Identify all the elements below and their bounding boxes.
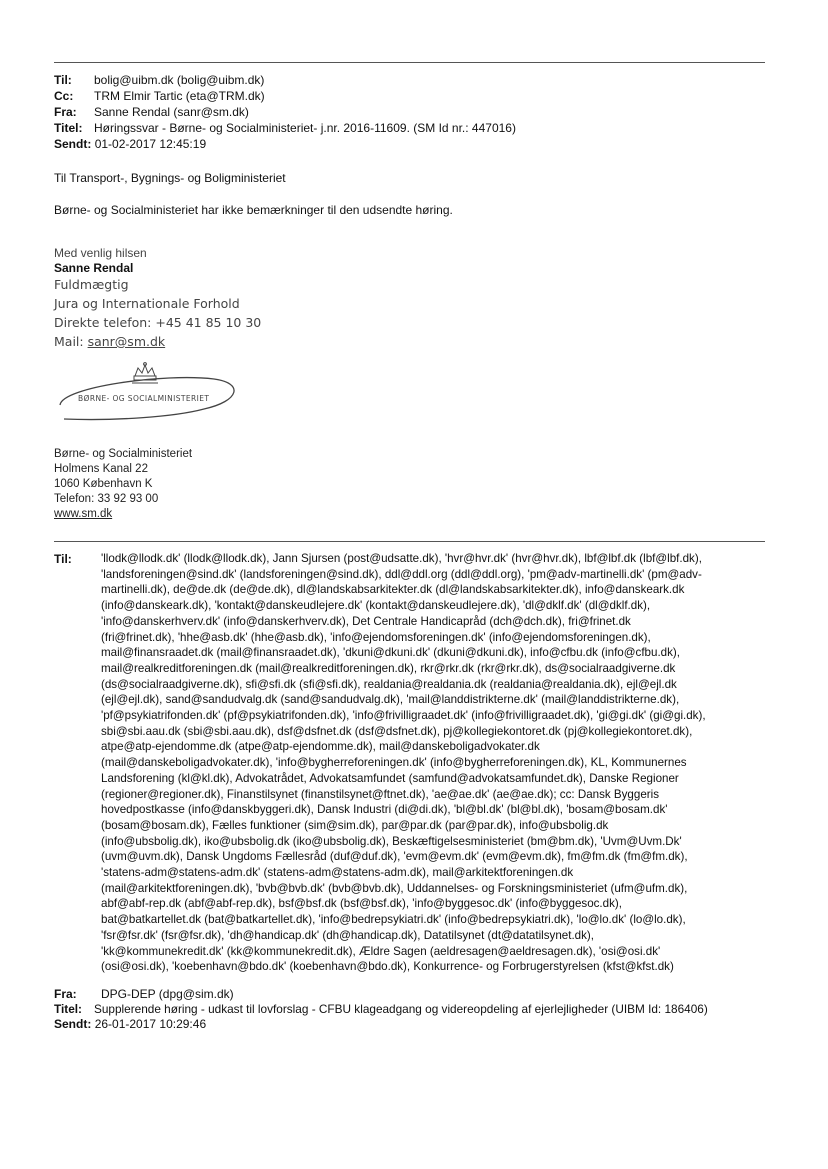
mail-label: Mail: — [54, 334, 88, 349]
recipient-line: 'kk@kommunekredit.dk' (kk@kommunekredit.dk), Ældre Sagen (aeldresagen@aeldresagen.dk), 'osi@osi.dk' — [101, 944, 661, 958]
recipient-line: Landsforening (kl@kl.dk), Advokatrådet, Advokatsamfundet (samfund@advokatsamfundet.dk), Danske Regioner — [101, 771, 679, 785]
recipient-line: bat@batkartellet.dk (bat@batkartellet.dk), 'info@bedrepsykiatri.dk' (info@bedrepsykiatri.dk), 'lo@lo.dk' (lo@lo.dk), — [101, 913, 686, 927]
email2-subject-row — [54, 1002, 708, 1017]
subject-value: Høringssvar - Børne- og Socialministeriet- j.nr. 2016-11609. (SM Id nr.: 447016) — [94, 121, 516, 135]
ministry-logo — [54, 361, 244, 431]
email2-from-label: Fra: — [54, 987, 77, 1001]
salutation: Til Transport-, Bygnings- og Boligministeriet — [54, 171, 286, 185]
recipient-line: hovedpostkasse (info@danskbyggeri.dk), Dansk Industri (di@di.dk), 'bl@bl.dk' (bl@bl.dk), 'bosam@bosam.dk' — [101, 803, 668, 817]
recipient-line: 'llodk@llodk.dk' (llodk@llodk.dk), Jann Sjursen (post@udsatte.dk), 'hvr@hvr.dk' (hvr@hvr.dk), lbf@lbf.dk (lbf@lbf.dk), — [101, 552, 702, 565]
recipient-line: abf@abf-rep.dk (abf@abf-rep.dk), bsf@bsf.dk (bsf@bsf.dk), 'info@byggesoc.dk' (info@byggesoc.dk), — [101, 897, 622, 911]
address-web-link[interactable]: www.sm.dk — [54, 508, 113, 520]
to-label: Til: — [54, 73, 72, 87]
email2-from-value: DPG-DEP (dpg@sim.dk) — [101, 987, 234, 1001]
recipient-line: (info@ubsbolig.dk), iko@ubsbolig.dk (iko@ubsbolig.dk), Beskæftigelsesministeriet (bm@bm.dk), 'Uvm@Uvm.Dk' — [101, 834, 682, 848]
recipient-line: (ejl@ejl.dk), sand@sandudvalg.dk (sand@sandudvalg.dk), 'mail@landdistrikterne.dk' (mail@landdistrikterne.dk), — [101, 693, 680, 707]
recipient-line: (bosam@bosam.dk), Fælles funktioner (sim@sim.dk), par@par.dk (par@par.dk), info@ubsbolig.dk — [101, 818, 609, 832]
body-text: Børne- og Socialministeriet har ikke bemærkninger til den udsendte høring. — [54, 203, 453, 217]
from-value: Sanne Rendal (sanr@sm.dk) — [94, 105, 249, 119]
email2-from-row — [54, 987, 234, 1002]
logo-text: BØRNE- OG SOCIALMINISTERIET — [78, 394, 210, 403]
recipient-line: (fri@frinet.dk), 'hhe@asb.dk' (hhe@asb.dk), 'info@ejendomsforeningen.dk' (info@ejendomsforeningen.dk), — [101, 630, 651, 644]
address-city: 1060 København K — [54, 478, 153, 490]
address-street: Holmens Kanal 22 — [54, 463, 148, 475]
recipient-line: (mail@arkitektforeningen.dk), 'bvb@bvb.dk' (bvb@bvb.dk), Uddannelses- og Forskningsministeriet (ufm@ufm.dk), — [101, 881, 688, 895]
cc-value: TRM Elmir Tartic (eta@TRM.dk) — [94, 89, 265, 103]
email1-to-row — [54, 72, 264, 88]
email2-to-label: Til: — [54, 552, 72, 566]
signer-mail-row — [54, 332, 165, 351]
recipient-line: (regioner@regioner.dk), Finanstilsynet (finanstilsynet@ftnet.dk), 'ae@ae.dk' (ae@ae.dk); cc: Dansk Byggeris — [101, 787, 660, 801]
recipient-line: (info@danskeark.dk), 'kontakt@danskeudlejere.dk' (kontakt@danskeudlejere.dk), 'dl@dklf.dk' (dl@dklf.dk), — [101, 599, 651, 613]
recipient-line: martinelli.dk), de@de.dk (de@de.dk), dl@landskabsarkitekter.dk (dl@landskabsarkitekter.dk), info@danskeark.dk — [101, 583, 685, 597]
closing: Med venlig hilsen — [54, 246, 147, 260]
top-divider — [54, 62, 765, 63]
recipient-line: 'info@danskerhverv.dk' (info@danskerhverv.dk), Det Centrale Handicapråd (dch@dch.dk), fri@frinet.dk — [101, 614, 631, 628]
signer-name: Sanne Rendal — [54, 261, 134, 275]
recipient-line: (ds@socialraadgiverne.dk), sfi@sfi.dk (sfi@sfi.dk), realdania@realdania.dk (realdania@realdania.dk), ejl@ejl.dk — [101, 677, 677, 691]
recipient-line: (osi@osi.dk), 'koebenhavn@bdo.dk' (koebenhavn@bdo.dk), Konkurrence- og Forbrugerstyrelsen (kfst@kfst.dk) — [101, 960, 674, 974]
recipient-line: mail@finansraadet.dk (mail@finansraadet.dk), 'dkuni@dkuni.dk' (dkuni@dkuni.dk), info@cfbu.dk (info@cfbu.dk), — [101, 646, 680, 660]
recipient-line: (uvm@uvm.dk), Dansk Ungdoms Fællesråd (duf@duf.dk), 'evm@evm.dk' (evm@evm.dk), fm@fm.dk (fm@fm.dk), — [101, 850, 688, 864]
recipient-line: 'fsr@fsr.dk' (fsr@fsr.dk), 'dh@handicap.dk' (dh@handicap.dk), Datatilsynet (dt@datatilsynet.dk), — [101, 928, 594, 942]
email2-sent-row — [54, 1017, 206, 1032]
recipient-line: atpe@atp-ejendomme.dk (atpe@atp-ejendomme.dk), mail@danskeboligadvokater.dk — [101, 740, 540, 754]
email2-subject-label: Titel: — [54, 1002, 82, 1016]
subject-label: Titel: — [54, 121, 83, 135]
email2-sent-label: Sendt: — [54, 1017, 92, 1031]
recipient-line: 'landsforeningen@sind.dk' (landsforeningen@sind.dk), ddl@ddl.org (ddl@ddl.org), 'pm@adv-martinelli.dk' (pm@adv- — [101, 567, 702, 581]
email2-subject-value: Supplerende høring - udkast til lovforslag - CFBU klageadgang og videreopdeling af ejerlejligheder (UIBM Id: 186406) — [94, 1002, 708, 1016]
recipient-line: sbi@sbi.aau.dk (sbi@sbi.aau.dk), dsf@dsfnet.dk (dsf@dsfnet.dk), pj@kollegiekontoret.dk (pj@kollegiekontoret.dk), — [101, 724, 693, 738]
address-phone: Telefon: 33 92 93 00 — [54, 493, 159, 505]
email2-sent-value: 26-01-2017 10:29:46 — [94, 1017, 207, 1031]
to-value: bolig@uibm.dk (bolig@uibm.dk) — [94, 73, 265, 87]
from-label: Fra: — [54, 105, 77, 119]
email1-subject-row — [54, 120, 516, 136]
email1-sent-row — [54, 136, 206, 152]
recipient-line: 'pf@psykiatrifonden.dk' (pf@psykiatrifonden.dk), 'info@frivilligraadet.dk' (info@frivilligraadet.dk), 'gi@gi.dk' (gi@gi.dk), — [101, 709, 706, 723]
signer-title: Fuldmægtig — [54, 277, 129, 292]
mail-link[interactable]: sanr@sm.dk — [87, 334, 166, 349]
recipient-line: (mail@danskeboligadvokater.dk), 'info@bygherreforeningen.dk' (info@bygherreforeningen.dk), KL, Kommunernes — [101, 756, 687, 770]
email1-cc-row — [54, 88, 265, 104]
recipient-line: mail@realkreditforeningen.dk (mail@realkreditforeningen.dk), rkr@rkr.dk (rkr@rkr.dk), ds@socialraadgiverne.dk — [101, 661, 676, 675]
cc-label: Cc: — [54, 89, 74, 103]
signer-phone: Direkte telefon: +45 41 85 10 30 — [54, 315, 262, 330]
middle-divider — [54, 541, 765, 542]
sent-label: Sendt: — [54, 137, 92, 151]
email2-recipients — [101, 551, 767, 975]
address-org: Børne- og Socialministeriet — [54, 448, 193, 460]
signer-department: Jura og Internationale Forhold — [54, 296, 240, 311]
sent-value: 01-02-2017 12:45:19 — [94, 137, 207, 151]
recipient-line: 'statens-adm@statens-adm.dk' (statens-adm@statens-adm.dk), mail@arkitektforeningen.dk — [101, 866, 574, 880]
email1-from-row — [54, 104, 249, 120]
